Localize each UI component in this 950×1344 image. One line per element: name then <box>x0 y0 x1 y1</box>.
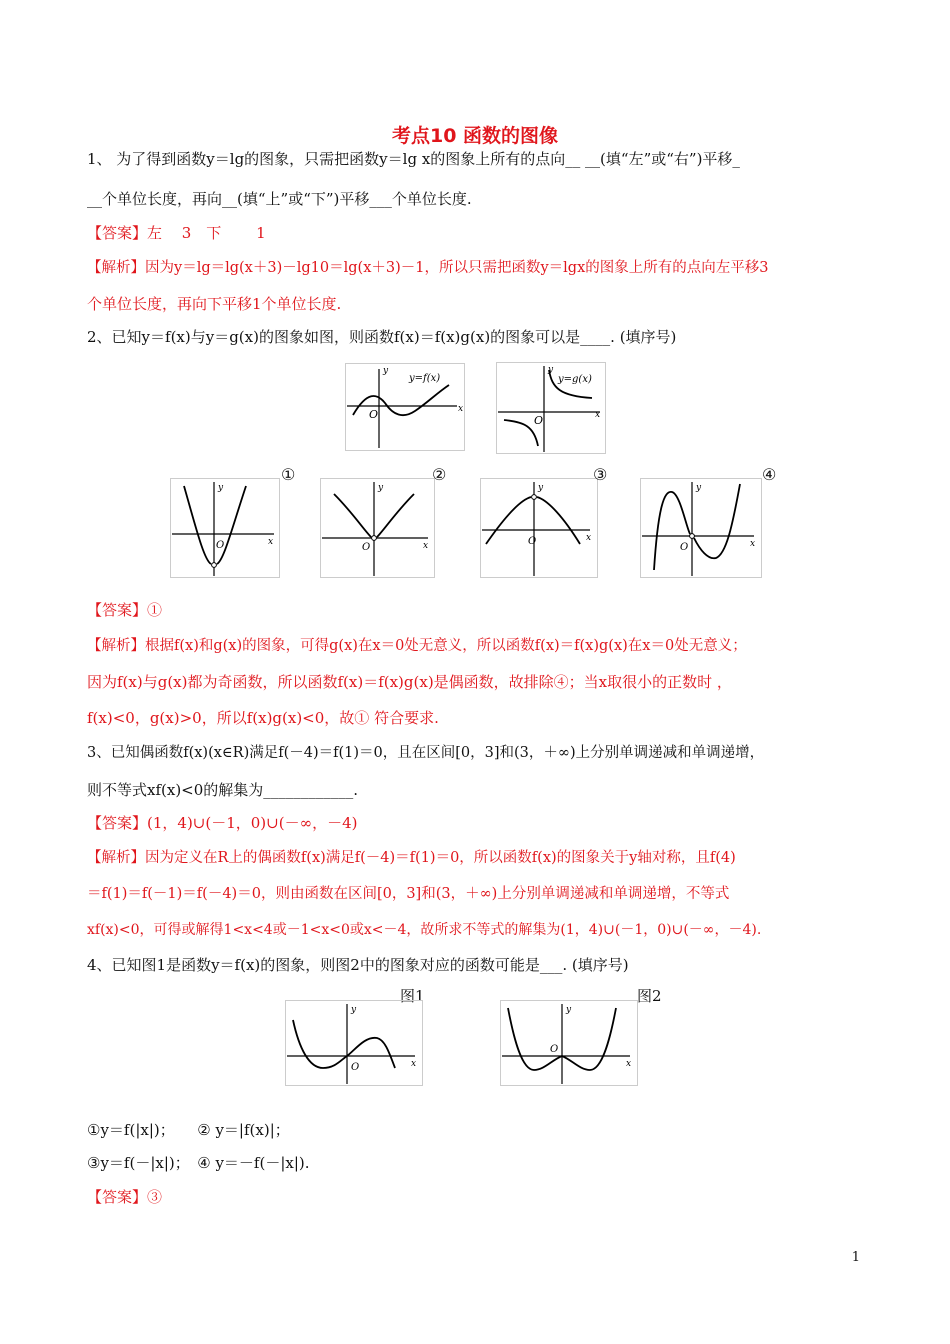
axis-x: x <box>595 410 601 420</box>
axis-y: y <box>566 1005 572 1015</box>
axis-x: x <box>423 541 429 551</box>
g-label: y=g(x) <box>558 374 592 385</box>
axis-y: y <box>548 365 554 375</box>
axis-y: y <box>696 483 702 493</box>
option-2-graph <box>320 478 435 578</box>
figure-1 <box>285 1000 423 1086</box>
q4-answer: 【答案】③ <box>87 1188 163 1206</box>
origin: O <box>680 542 689 553</box>
q2-analysis-2: 因为f(x)与g(x)都为奇函数，所以函数f(x)＝f(x)g(x)是偶函数，故排除④；当x取很小的正数时 ， <box>87 673 732 691</box>
axis-y: y <box>378 483 384 493</box>
q3-line2: 则不等式xf(x)<0的解集为____________. <box>87 781 359 799</box>
q4-options-2: ③y＝f(－|x|)； ④ y＝－f(－|x|). <box>87 1154 310 1172</box>
fig2-label: 图2 <box>637 987 662 1005</box>
graph-g <box>496 362 606 454</box>
origin: O <box>216 540 225 551</box>
axis-x: x <box>458 404 464 414</box>
mark-4: ④ <box>762 465 777 484</box>
origin: O <box>534 414 544 427</box>
option-3-graph <box>480 478 598 578</box>
q3-analysis-3: xf(x)<0，可得或解得1<x<4或－1<x<0或x<－4，故所求不等式的解集为(1，4)∪(－1，0)∪(－∞，－4). <box>87 922 762 938</box>
axis-y: y <box>383 366 389 376</box>
axis-y: y <box>538 483 544 493</box>
q4-options-1: ①y＝f(|x|)； ② y＝|f(x)|； <box>87 1121 290 1139</box>
q2-analysis-3: f(x)<0，g(x)>0，所以f(x)g(x)<0，故① 符合要求. <box>87 709 439 727</box>
axis-x: x <box>268 537 274 547</box>
q3-analysis-2: ＝f(1)＝f(－1)＝f(－4)＝0，则由函数在区间[0，3]和(3，＋∞)上分别单调递减和单调递增，不等式 <box>87 886 730 902</box>
origin: O <box>528 536 537 547</box>
graph-f <box>345 363 465 451</box>
page-number: 1 <box>851 1250 860 1265</box>
fig1-label: 图1 <box>400 987 425 1005</box>
origin: O <box>351 1062 360 1073</box>
origin: O <box>369 408 379 421</box>
q3-answer: 【答案】(1，4)∪(－1，0)∪(－∞，－4) <box>87 814 358 832</box>
mark-2: ② <box>432 465 447 484</box>
origin: O <box>550 1044 559 1055</box>
axis-x: x <box>586 533 592 543</box>
figure-2 <box>500 1000 638 1086</box>
axis-x: x <box>626 1059 632 1069</box>
option-1-graph <box>170 478 280 578</box>
mark-1: ① <box>281 465 296 484</box>
q2-stem: 2、已知y＝f(x)与y＝g(x)的图象如图，则函数f(x)＝f(x)g(x)的图象可以是____. (填序号) <box>87 328 677 346</box>
q4-stem: 4、已知图1是函数y＝f(x)的图象，则图2中的图象对应的函数可能是___. (填序号) <box>87 956 629 974</box>
q3-analysis-1: 【解析】因为定义在R上的偶函数f(x)满足f(－4)＝f(1)＝0，所以函数f(x)的图象关于y轴对称，且f(4) <box>87 850 736 866</box>
q1-answer: 【答案】左 3 下 1 <box>87 224 266 242</box>
axis-y: y <box>218 483 224 493</box>
axis-x: x <box>411 1059 417 1069</box>
axis-y: y <box>351 1005 357 1015</box>
q1-line2: __个单位长度，再向__(填“上”或“下”)平移___个单位长度. <box>87 190 472 208</box>
option-4-graph <box>640 478 762 578</box>
q1-line1: 1、 为了得到函数y＝lg的图象，只需把函数y＝lg x的图象上所有的点向__ __(填“左”或“右”)平移_ <box>87 150 740 168</box>
q2-answer: 【答案】① <box>87 601 163 619</box>
q2-analysis-1: 【解析】根据f(x)和g(x)的图象，可得g(x)在x＝0处无意义，所以函数f(x)＝f(x)g(x)在x＝0处无意义； <box>87 638 747 654</box>
f-label: y=f(x) <box>409 373 441 384</box>
q3-line1: 3、已知偶函数f(x)(x∈R)满足f(－4)＝f(1)＝0，且在区间[0，3]和(3，＋∞)上分别单调递减和单调递增， <box>87 745 765 761</box>
q1-analysis-1: 【解析】因为y＝lg＝lg(x＋3)－lg10＝lg(x＋3)－1，所以只需把函数y＝lgx的图象上所有的点向左平移3 <box>87 260 769 276</box>
axis-x: x <box>750 539 756 549</box>
q1-analysis-2: 个单位长度，再向下平移1个单位长度. <box>87 295 342 313</box>
origin: O <box>362 542 371 553</box>
mark-3: ③ <box>593 465 608 484</box>
page-title: 考点10 函数的图像 <box>391 125 559 147</box>
